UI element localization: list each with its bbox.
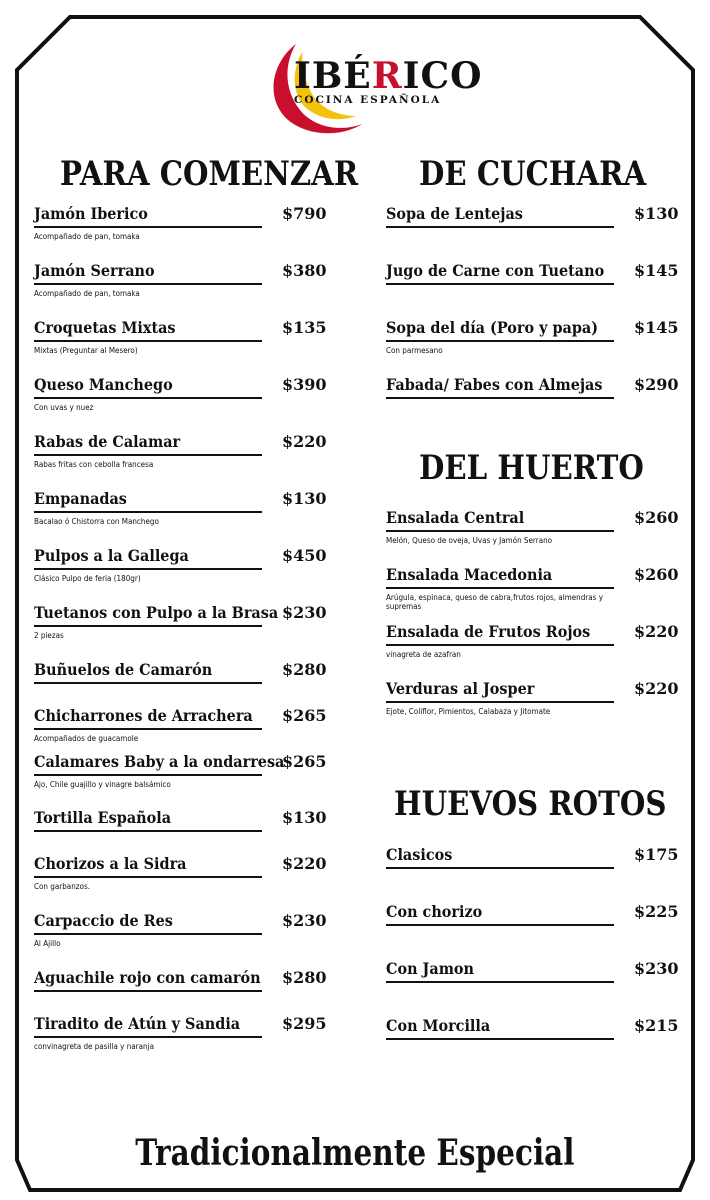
menu-item-price: $790 bbox=[282, 204, 327, 223]
menu-item-name: Chicharrones de Arrachera bbox=[34, 706, 253, 725]
logo-subtitle: COCINA ESPAÑOLA bbox=[294, 94, 442, 106]
menu-item-name: Croquetas Mixtas bbox=[34, 318, 176, 337]
menu-item-description: Mixtas (Preguntar al Mesero) bbox=[34, 346, 138, 355]
menu-item-price: $145 bbox=[634, 318, 679, 337]
menu-item-price: $265 bbox=[282, 706, 327, 725]
menu-item bbox=[386, 679, 679, 729]
menu-item bbox=[386, 375, 679, 425]
menu-item-price: $220 bbox=[282, 432, 327, 451]
section-title-de-cuchara: DE CUCHARA bbox=[419, 154, 647, 194]
menu-item-description: convinagreta de pasilla y naranja bbox=[34, 1042, 155, 1051]
menu-item-underline bbox=[34, 728, 262, 730]
menu-item-underline bbox=[34, 774, 262, 776]
menu-item bbox=[386, 622, 679, 672]
menu-item-name: Sopa de Lentejas bbox=[386, 204, 523, 223]
menu-item-price: $220 bbox=[634, 622, 679, 641]
menu-item-underline bbox=[386, 981, 614, 983]
menu-item bbox=[34, 318, 327, 368]
menu-item-name: Con Morcilla bbox=[386, 1016, 491, 1035]
menu-item-name: Fabada/ Fabes con Almejas bbox=[386, 375, 603, 394]
menu-item-underline bbox=[34, 1036, 262, 1038]
menu-item-underline bbox=[386, 283, 614, 285]
menu-item-price: $130 bbox=[282, 808, 327, 827]
menu-item-description: Al Ajillo bbox=[34, 939, 61, 948]
menu-item bbox=[386, 204, 679, 254]
menu-item bbox=[34, 489, 327, 539]
menu-item-underline bbox=[34, 397, 262, 399]
menu-item-name: Buñuelos de Camarón bbox=[34, 660, 213, 679]
menu-item-name: Jugo de Carne con Tuetano bbox=[386, 261, 605, 280]
menu-item-name: Calamares Baby a la ondarresa bbox=[34, 752, 285, 771]
menu-item bbox=[34, 375, 327, 425]
menu-item-price: $225 bbox=[634, 902, 679, 921]
menu-item-name: Tuetanos con Pulpo a la Brasa bbox=[34, 603, 279, 622]
menu-item-description: Ajo, Chile guajillo y vinagre balsámico bbox=[34, 780, 171, 789]
menu-item-underline bbox=[386, 867, 614, 869]
menu-item-name: Con chorizo bbox=[386, 902, 483, 921]
menu-item-price: $220 bbox=[634, 679, 679, 698]
menu-item bbox=[34, 752, 327, 802]
menu-item bbox=[386, 565, 679, 615]
menu-item-underline bbox=[386, 644, 614, 646]
menu-item-price: $450 bbox=[282, 546, 327, 565]
menu-item-price: $145 bbox=[634, 261, 679, 280]
menu-item-name: Jamón Serrano bbox=[34, 261, 155, 280]
menu-item-name: Tortilla Española bbox=[34, 808, 172, 827]
menu-item-description: Con parmesano bbox=[386, 346, 443, 355]
menu-item-price: $230 bbox=[282, 603, 327, 622]
menu-item bbox=[34, 1014, 327, 1064]
menu-item-underline bbox=[386, 340, 614, 342]
menu-item bbox=[386, 902, 679, 952]
menu-item-underline bbox=[386, 924, 614, 926]
menu-item bbox=[386, 1016, 679, 1066]
menu-item-price: $230 bbox=[634, 959, 679, 978]
footer-tagline: Tradicionalmente Especial bbox=[135, 1132, 575, 1174]
menu-item-underline bbox=[34, 568, 262, 570]
menu-item-underline bbox=[386, 1038, 614, 1040]
menu-item-description: Bacalao ó Chistorra con Manchego bbox=[34, 517, 159, 526]
menu-item-underline bbox=[34, 511, 262, 513]
menu-item-name: Clasicos bbox=[386, 845, 453, 864]
menu-item-price: $230 bbox=[282, 911, 327, 930]
menu-item-price: $135 bbox=[282, 318, 327, 337]
menu-item-underline bbox=[386, 397, 614, 399]
menu-item-price: $130 bbox=[634, 204, 679, 223]
menu-item-underline bbox=[34, 226, 262, 228]
menu-item-description: vinagreta de azafran bbox=[386, 650, 461, 659]
menu-item-price: $220 bbox=[282, 854, 327, 873]
menu-item-name: Verduras al Josper bbox=[386, 679, 535, 698]
menu-item-name: Ensalada Macedonia bbox=[386, 565, 553, 584]
menu-item-name: Con Jamon bbox=[386, 959, 475, 978]
menu-item-description: Clásico Pulpo de feria (180gr) bbox=[34, 574, 141, 583]
menu-item-underline bbox=[34, 830, 262, 832]
menu-item-underline bbox=[34, 990, 262, 992]
menu-item bbox=[386, 845, 679, 895]
menu-item bbox=[34, 603, 327, 653]
menu-item-underline bbox=[34, 625, 262, 627]
menu-item bbox=[386, 261, 679, 311]
menu-item-underline bbox=[386, 587, 614, 589]
menu-item-underline bbox=[34, 682, 262, 684]
menu-item-description: 2 piezas bbox=[34, 631, 64, 640]
menu-item-name: Empanadas bbox=[34, 489, 127, 508]
menu-item bbox=[34, 911, 327, 961]
menu-item bbox=[386, 318, 679, 368]
menu-item-description: Con garbanzos. bbox=[34, 882, 90, 891]
menu-item-underline bbox=[34, 933, 262, 935]
menu-item-name: Queso Manchego bbox=[34, 375, 173, 394]
menu-item-name: Ensalada de Frutos Rojos bbox=[386, 622, 591, 641]
menu-item-name: Ensalada Central bbox=[386, 508, 525, 527]
menu-item-price: $380 bbox=[282, 261, 327, 280]
menu-item-price: $215 bbox=[634, 1016, 679, 1035]
menu-item bbox=[34, 432, 327, 482]
menu-item bbox=[34, 546, 327, 596]
menu-item-description: Arúgula, espinaca, queso de cabra,frutos rojos, almendras y supremas bbox=[386, 593, 603, 611]
menu-item-price: $295 bbox=[282, 1014, 327, 1033]
menu-item-description: Acompañados de guacamole bbox=[34, 734, 139, 743]
menu-item-price: $280 bbox=[282, 968, 327, 987]
menu-item-underline bbox=[386, 530, 614, 532]
menu-item bbox=[386, 508, 679, 558]
menu-item-underline bbox=[34, 340, 262, 342]
menu-item-description: Rabas fritas con cebolla francesa bbox=[34, 460, 154, 469]
menu-item-underline bbox=[34, 283, 262, 285]
menu-item-name: Jamón Iberico bbox=[34, 204, 148, 223]
menu-item bbox=[386, 959, 679, 1009]
menu-item-underline bbox=[34, 876, 262, 878]
menu-item-underline bbox=[34, 454, 262, 456]
menu-item-name: Aguachile rojo con camarón bbox=[34, 968, 261, 987]
menu-item-description: Ejote, Coliflor, Pimientos, Calabaza y Jitomate bbox=[386, 707, 551, 716]
menu-item bbox=[34, 968, 327, 1018]
menu-item-price: $175 bbox=[634, 845, 679, 864]
menu-item-description: Acompañado de pan, tomaka bbox=[34, 289, 140, 298]
menu-item-price: $130 bbox=[282, 489, 327, 508]
menu-item-price: $280 bbox=[282, 660, 327, 679]
menu-item-description: Acompañado de pan, tomaka bbox=[34, 232, 140, 241]
menu-item bbox=[34, 261, 327, 311]
menu-item-price: $265 bbox=[282, 752, 327, 771]
section-title-para-comenzar: PARA COMENZAR bbox=[60, 154, 359, 194]
menu-item-price: $290 bbox=[634, 375, 679, 394]
menu-item-description: Con uvas y nuez bbox=[34, 403, 94, 412]
menu-item-underline bbox=[386, 226, 614, 228]
menu-item-description: Melón, Queso de oveja, Uvas y Jamón Serrano bbox=[386, 536, 553, 545]
menu-item-price: $390 bbox=[282, 375, 327, 394]
menu-item-name: Rabas de Calamar bbox=[34, 432, 181, 451]
menu-item-name: Chorizos a la Sidra bbox=[34, 854, 187, 873]
menu-item-price: $260 bbox=[634, 508, 679, 527]
menu-item bbox=[34, 706, 327, 756]
menu-item-price: $260 bbox=[634, 565, 679, 584]
menu-item-name: Carpaccio de Res bbox=[34, 911, 173, 930]
menu-item bbox=[34, 660, 327, 710]
section-title-del-huerto: DEL HUERTO bbox=[419, 448, 644, 488]
logo-wordmark: IBÉRICO bbox=[294, 55, 483, 97]
menu-item bbox=[34, 204, 327, 254]
menu-item-underline bbox=[386, 701, 614, 703]
menu-item-name: Tiradito de Atún y Sandia bbox=[34, 1014, 241, 1033]
section-title-huevos-rotos: HUEVOS ROTOS bbox=[394, 784, 667, 824]
menu-item-name: Pulpos a la Gallega bbox=[34, 546, 189, 565]
menu-item bbox=[34, 854, 327, 904]
menu-item bbox=[34, 808, 327, 858]
menu-item-name: Sopa del día (Poro y papa) bbox=[386, 318, 599, 337]
